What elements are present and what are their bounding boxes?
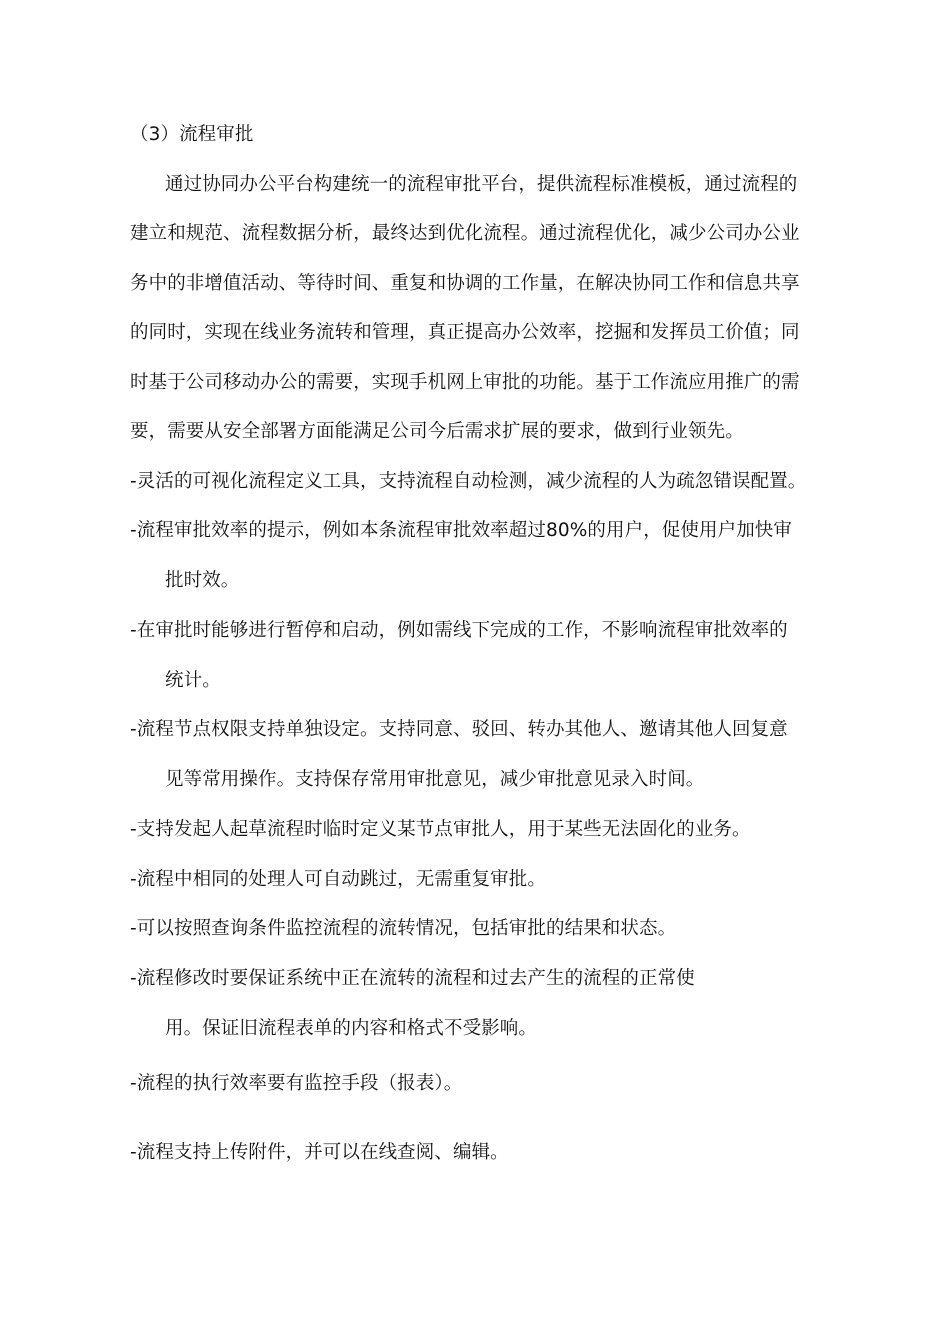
list-item-continuation: 见等常用操作。支持保存常用审批意见，减少审批意见录入时间。 xyxy=(165,769,705,790)
intro-line: 建立和规范、流程数据分析，最终达到优化流程。通过流程优化，减少公司办公业 xyxy=(130,223,800,244)
list-item: -在审批时能够进行暂停和启动，例如需线下完成的工作，不影响流程审批效率的 xyxy=(130,620,788,641)
list-item: -灵活的可视化流程定义工具，支持流程自动检测，减少流程的人为疏忽错误配置。 xyxy=(130,471,807,492)
intro-line: 的同时，实现在线业务流转和管理，真正提高办公效率，挖掘和发挥员工价值；同 xyxy=(130,322,800,343)
list-item-continuation: 统计。 xyxy=(165,670,221,691)
intro-line: 要，需要从安全部署方面能满足公司今后需求扩展的要求，做到行业领先。 xyxy=(130,421,744,442)
intro-line: 时基于公司移动办公的需要，实现手机网上审批的功能。基于工作流应用推广的需 xyxy=(130,372,800,393)
list-item: -支持发起人起草流程时临时定义某节点审批人，用于某些无法固化的业务。 xyxy=(130,819,751,840)
list-item: -流程支持上传附件，并可以在线查阅、编辑。 xyxy=(130,1142,509,1163)
list-item: -流程节点权限支持单独设定。支持同意、驳回、转办其他人、邀请其他人回复意 xyxy=(130,719,788,740)
section-heading: （3）流程审批 xyxy=(130,124,254,145)
list-item: -流程的执行效率要有监控手段（报表）。 xyxy=(130,1073,463,1094)
list-item-continuation: 批时效。 xyxy=(165,570,240,591)
list-item: -流程审批效率的提示，例如本条流程审批效率超过80%的用户，促使用户加快审 xyxy=(130,520,792,541)
list-item: -流程修改时要保证系统中正在流转的流程和过去产生的流程的正常使 xyxy=(130,968,695,989)
intro-line: 通过协同办公平台构建统一的流程审批平台，提供流程标准模板，通过流程的 xyxy=(165,174,798,195)
list-item-continuation: 用。保证旧流程表单的内容和格式不受影响。 xyxy=(165,1018,538,1039)
list-item: -可以按照查询条件监控流程的流转情况，包括审批的结果和状态。 xyxy=(130,918,677,939)
list-item: -流程中相同的处理人可自动跳过，无需重复审批。 xyxy=(130,869,546,890)
intro-line: 务中的非增值活动、等待时间、重复和协调的工作量，在解决协同工作和信息共享 xyxy=(130,273,800,294)
